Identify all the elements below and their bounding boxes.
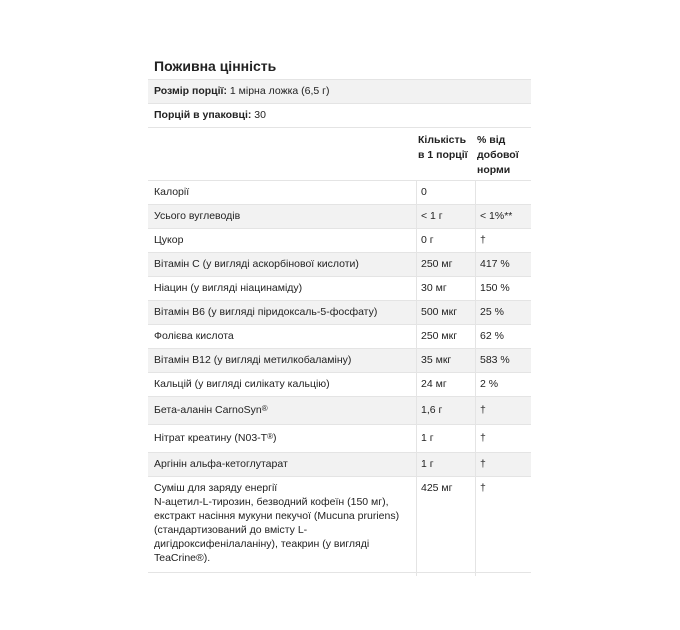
nutrient-name: Усього вуглеводів bbox=[154, 210, 241, 222]
nutrient-daily-value: 2 % bbox=[475, 373, 530, 396]
nutrient-amount: 0 bbox=[416, 181, 475, 204]
nutrient-amount: 1,6 г bbox=[416, 397, 475, 424]
blend-line: дигідроксифенілаланіну), теакрин (у вигляді bbox=[154, 538, 370, 550]
table-row bbox=[148, 205, 531, 229]
registered-mark: ® bbox=[261, 404, 268, 413]
column-header-row bbox=[148, 128, 531, 181]
amount-header-line: в 1 порції bbox=[418, 149, 468, 161]
dv-header-line: добової bbox=[477, 149, 519, 161]
nutrient-amount: < 1 г bbox=[416, 205, 475, 228]
blend-amount: 425 мг bbox=[416, 477, 475, 576]
blend-line: Суміш для заряду енергії bbox=[154, 482, 278, 494]
serving-size-row bbox=[148, 80, 531, 104]
table-row bbox=[148, 373, 531, 397]
blend-daily-value: † bbox=[475, 477, 530, 576]
nutrient-amount: 1 г bbox=[416, 453, 475, 476]
nutrient-name: Вітамін B6 (у вигляді піридоксаль-5-фосфату) bbox=[154, 306, 378, 318]
dv-header-line: % від bbox=[477, 134, 506, 146]
nutrient-name bbox=[154, 397, 412, 424]
table-row bbox=[148, 253, 531, 277]
nutrient-name: Калорії bbox=[154, 186, 190, 198]
nutrient-daily-value: † bbox=[475, 425, 530, 452]
nutrient-name: Вітамін С (у вигляді аскорбінової кислоти) bbox=[154, 258, 359, 270]
table-row bbox=[148, 425, 531, 453]
nutrition-facts-table bbox=[148, 53, 531, 573]
nutrient-daily-value: 150 % bbox=[475, 277, 530, 300]
nutrient-name-text: Нітрат креатину (N03-T bbox=[154, 432, 268, 444]
nutrient-name bbox=[154, 425, 412, 452]
nutrient-name-text: Бета-аланін CarnoSyn bbox=[154, 404, 262, 416]
nutrient-daily-value: † bbox=[475, 453, 530, 476]
nutrient-daily-value: 583 % bbox=[475, 349, 530, 372]
nutrient-amount: 1 г bbox=[416, 425, 475, 452]
nutrient-name: Фолієва кислота bbox=[154, 330, 234, 342]
nutrient-amount: 30 мг bbox=[416, 277, 475, 300]
nutrient-name: Цукор bbox=[154, 234, 184, 246]
nutrient-name: Кальцій (у вигляді силікату кальцію) bbox=[154, 378, 330, 390]
amount-header-line: Кількість bbox=[418, 134, 467, 146]
servings-per-container-value: 30 bbox=[251, 109, 266, 121]
nutrient-amount: 250 мкг bbox=[416, 325, 475, 348]
table-row bbox=[148, 229, 531, 253]
daily-value-column-header bbox=[477, 133, 527, 178]
servings-per-container-label: Порцій в упаковці: bbox=[154, 109, 252, 121]
table-row bbox=[148, 181, 531, 205]
blend-description bbox=[154, 481, 412, 565]
table-row bbox=[148, 277, 531, 301]
energy-blend-row bbox=[148, 477, 531, 573]
table-title: Поживна цінність bbox=[148, 53, 531, 80]
table-row bbox=[148, 349, 531, 373]
nutrient-daily-value: † bbox=[475, 229, 530, 252]
registered-mark: ® bbox=[267, 432, 273, 441]
table-row bbox=[148, 453, 531, 477]
nutrient-name: Вітамін B12 (у вигляді метилкобаламіну) bbox=[154, 354, 352, 366]
nutrient-amount: 500 мкг bbox=[416, 301, 475, 324]
blend-line: TeaCrine®). bbox=[154, 552, 211, 564]
nutrient-daily-value: † bbox=[475, 397, 530, 424]
blend-line: (стандартизований до вмісту L- bbox=[154, 524, 308, 536]
nutrient-daily-value: 417 % bbox=[475, 253, 530, 276]
blend-line: N-ацетил-L-тирозин, безводний кофеїн (150 мг), bbox=[154, 496, 389, 508]
nutrient-name: Аргінін альфа-кетоглутарат bbox=[154, 458, 288, 470]
table-row bbox=[148, 301, 531, 325]
nutrient-daily-value bbox=[475, 181, 530, 204]
nutrient-amount: 35 мкг bbox=[416, 349, 475, 372]
nutrient-amount: 24 мг bbox=[416, 373, 475, 396]
servings-per-container-row bbox=[148, 104, 531, 128]
table-row bbox=[148, 397, 531, 425]
serving-size-value: 1 мірна ложка (6,5 г) bbox=[226, 85, 330, 97]
table-row bbox=[148, 325, 531, 349]
amount-column-header bbox=[418, 133, 480, 163]
nutrient-daily-value: < 1%** bbox=[475, 205, 530, 228]
serving-size-label: Розмір порції: bbox=[154, 85, 227, 97]
nutrient-daily-value: 62 % bbox=[475, 325, 530, 348]
nutrient-amount: 250 мг bbox=[416, 253, 475, 276]
nutrient-name-suffix: ) bbox=[273, 432, 277, 444]
nutrient-name: Ніацин (у вигляді ніацинаміду) bbox=[154, 282, 303, 294]
dv-header-line: норми bbox=[477, 164, 511, 176]
blend-line: екстракт насіння мукуни пекучої (Mucuna pruriens) bbox=[154, 510, 400, 522]
nutrient-daily-value: 25 % bbox=[475, 301, 530, 324]
nutrient-amount: 0 г bbox=[416, 229, 475, 252]
